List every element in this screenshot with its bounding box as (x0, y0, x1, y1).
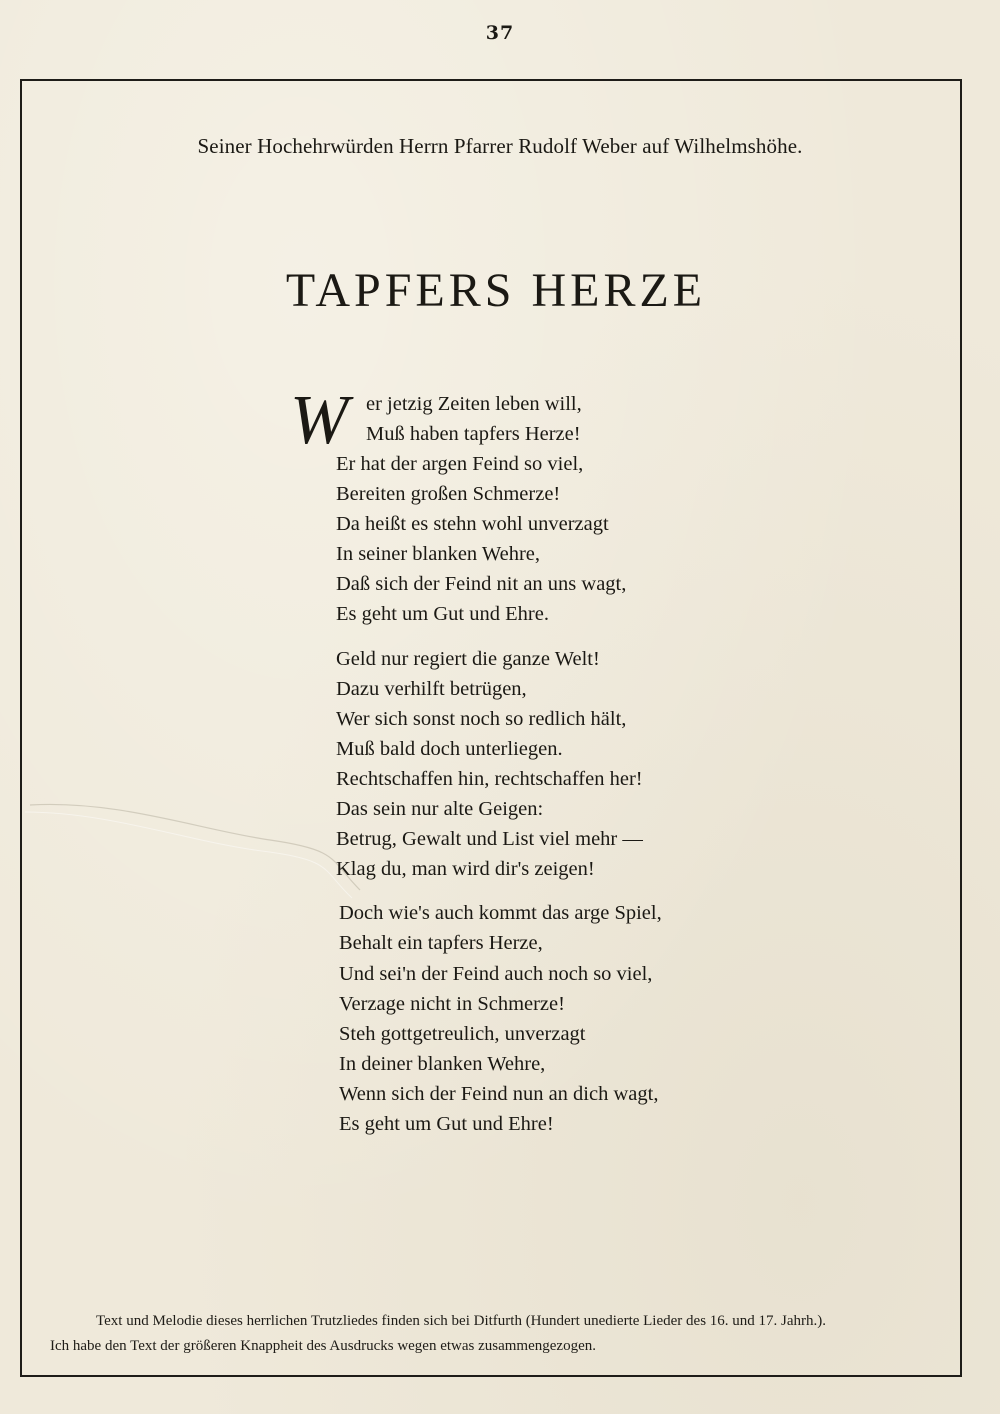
poem-line: er jetzig Zeiten leben will, (366, 393, 582, 415)
poem-line: Es geht um Gut und Ehre. (336, 603, 549, 626)
poem-line: Muß bald doch unterliegen. (336, 737, 563, 760)
stanza-2 (290, 644, 720, 885)
stanza-3 (290, 898, 720, 1139)
drop-cap-initial: W (290, 382, 349, 459)
poem-line: Geld nur regiert die ganze Welt! (336, 647, 600, 670)
poem-line: Und sei'n der Feind auch noch so viel, (339, 962, 653, 985)
poem-line: Rechtschaffen hin, rechtschaffen her! (336, 767, 643, 790)
poem-line: Muß haben tapfers Herze! (366, 423, 581, 446)
poem-line: Doch wie's auch kommt das arge Spiel, (339, 902, 662, 925)
footnote-line: Ich habe den Text der größeren Knappheit des Ausdrucks wegen etwas zusammengezogen. (50, 1338, 596, 1354)
poem-line: Dazu verhilft betrügen, (336, 677, 527, 700)
poem-line: Behalt ein tapfers Herze, (339, 932, 543, 955)
poem-line: Verzage nicht in Schmerze! (339, 992, 565, 1015)
poem-line: Er hat der argen Feind so viel, (336, 453, 584, 475)
poem-line: Wenn sich der Feind nun an dich wagt, (339, 1082, 659, 1105)
poem-line: In deiner blanken Wehre, (339, 1052, 546, 1075)
footnote (38, 1309, 948, 1359)
poem-line: Betrug, Gewalt und List viel mehr — (336, 828, 643, 851)
stanza-1 (290, 382, 720, 630)
poem-line: Klag du, man wird dir's zeigen! (336, 858, 595, 881)
poem-line: Bereiten großen Schmerze! (336, 483, 561, 506)
poem (290, 382, 720, 1153)
poem-line: In seiner blanken Wehre, (336, 543, 541, 566)
poem-title: TAPFERS HERZE (285, 264, 707, 317)
poem-line: Es geht um Gut und Ehre! (339, 1112, 554, 1135)
poem-line: Daß sich der Feind nit an uns wagt, (336, 573, 627, 596)
dedication: Seiner Hochehrwürden Herrn Pfarrer Rudolf Weber auf Wilhelmshöhe. (197, 134, 803, 158)
drop-cap-block (290, 382, 720, 459)
poem-line: Steh gottgetreulich, unverzagt (339, 1022, 586, 1045)
poem-line: Da heißt es stehn wohl unverzagt (336, 513, 609, 536)
footnote-line: Text und Melodie dieses herrlichen Trutzliedes finden sich bei Ditfurth (Hundert unedierte Lieder des 16. und 17. Jahrh.). (96, 1313, 827, 1329)
poem-line: Wer sich sonst noch so redlich hält, (336, 707, 627, 730)
poem-line: Das sein nur alte Geigen: (336, 798, 544, 821)
page-number: 37 (485, 22, 515, 44)
